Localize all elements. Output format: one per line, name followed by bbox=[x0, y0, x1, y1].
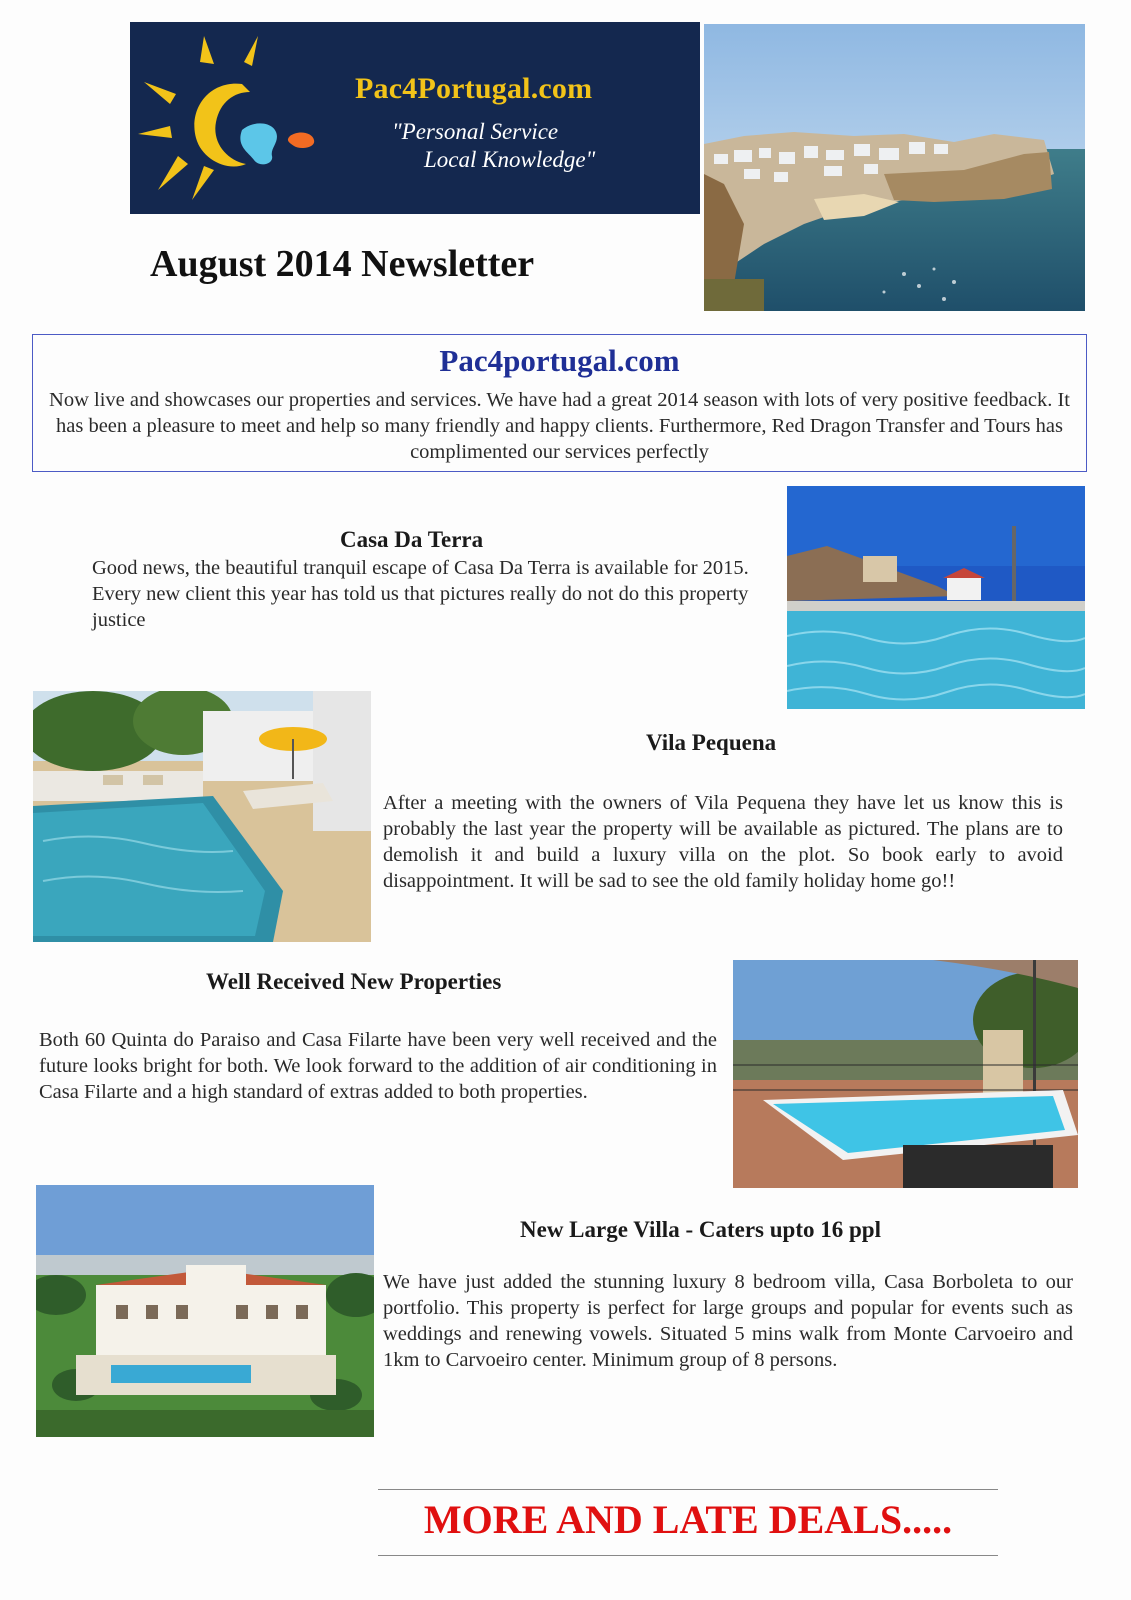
vila-pequena-text: After a meeting with the owners of Vila Pequena they have let us know this is probably the last year the property will be available as pictured. The plans are to demolish it and build a luxury villa on the plot. So book early to avoid disappointment. It will be sad to see the old family holiday home go!! bbox=[383, 792, 1063, 892]
sun-icon bbox=[130, 22, 350, 214]
logo-tagline-line2: Local Knowledge" bbox=[424, 147, 596, 172]
more-late-deals-banner: MORE AND LATE DEALS..... bbox=[423, 1497, 953, 1542]
new-large-villa-text: We have just added the stunning luxury 8 bedroom villa, Casa Borboleta to our portfolio. This property is perfect for large groups and popular for events such as weddings and renewing vowels. Situated 5 mins walk from Monte Carvoeiro and 1km to Carvoeiro center. Minimum group of 8 persons. bbox=[383, 1271, 1073, 1371]
casa-da-terra-heading: Casa Da Terra bbox=[340, 527, 484, 552]
hero-coastal-photo bbox=[704, 24, 1085, 311]
logo-banner bbox=[130, 22, 700, 214]
logo-brand-text: Pac4Portugal.com bbox=[355, 72, 593, 105]
intro-heading: Pac4portugal.com bbox=[439, 343, 680, 378]
new-properties-heading: Well Received New Properties bbox=[206, 969, 502, 994]
new-properties-pool-photo bbox=[733, 960, 1078, 1188]
intro-text: Now live and showcases our properties and services. We have had a great 2014 season with lots of very positive feedback. It has been a pleasure to meet and help so many friendly and happy clients. Furthermore, Red Dragon Transfer and Tours has complimented our services perfectly bbox=[49, 389, 1070, 463]
new-properties-text: Both 60 Quinta do Paraiso and Casa Filarte have been very well received and the future looks bright for both. We look forward to the addition of air conditioning in Casa Filarte and a high standard of extras added to both properties. bbox=[39, 1029, 717, 1103]
logo-tagline-line1: "Personal Service bbox=[392, 119, 559, 144]
casa-da-terra-pool-photo bbox=[787, 486, 1085, 709]
new-large-villa-heading: New Large Villa - Caters upto 16 ppl bbox=[520, 1217, 881, 1242]
casa-da-terra-text: Good news, the beautiful tranquil escape of Casa Da Terra is available for 2015. Every new client this year has told us that pictures really do not do this property justice bbox=[92, 557, 749, 631]
intro-box bbox=[32, 334, 1087, 472]
casa-borboleta-villa-photo bbox=[36, 1185, 374, 1437]
deals-bottom-rule bbox=[378, 1555, 998, 1556]
deals-top-rule bbox=[378, 1489, 998, 1490]
vila-pequena-heading: Vila Pequena bbox=[646, 730, 777, 755]
vila-pequena-pool-photo bbox=[33, 691, 371, 942]
newsletter-title: August 2014 Newsletter bbox=[150, 243, 535, 285]
